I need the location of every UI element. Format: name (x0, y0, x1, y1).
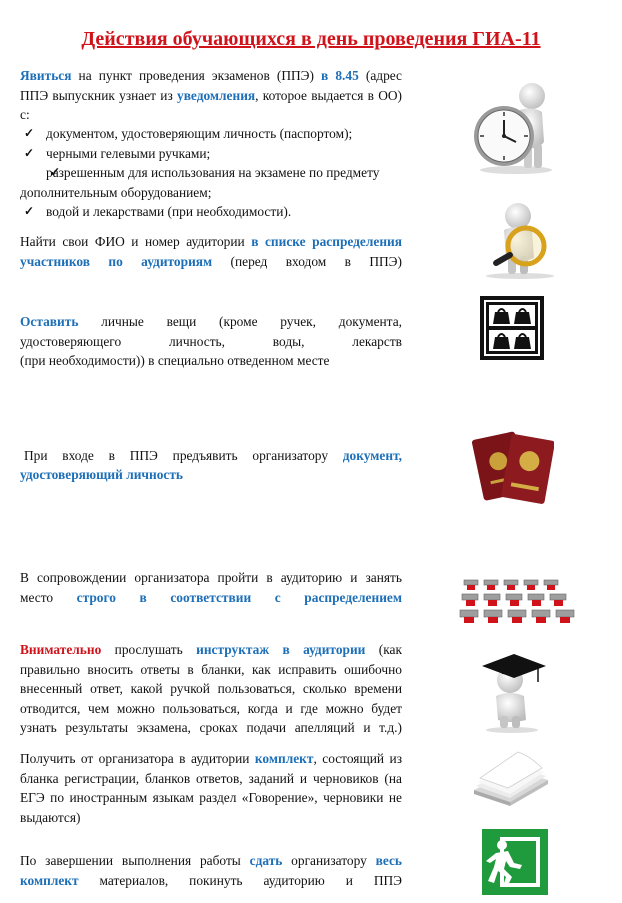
highlight-notice: уведомления (177, 87, 256, 103)
step-get-kit (20, 749, 402, 827)
step-text: При входе в ППЭ предъявить организатору (24, 448, 343, 463)
paper-stack-icon (470, 748, 552, 808)
highlight-leave: Оставить (20, 314, 79, 329)
step-text: (как правильно вносить ответы в бланки, как исправить ошибочно внесенный ответ, какой ручкой пользоваться, сколько времени отводится, чем можно пользоваться, когда и где можно будет узнать результаты экзамена, сроках подачи апелляций и т.д.) (20, 642, 403, 735)
highlight-document: документ, (342, 448, 402, 463)
list-item: ✓ водой и лекарствами (при необходимости). (20, 202, 402, 222)
step-text: Найти свои ФИО и номер аудитории (20, 234, 252, 249)
exit-sign-icon (482, 829, 548, 895)
step-text: прослушать (101, 642, 197, 657)
step-show-document (24, 446, 402, 466)
step-finish (20, 851, 402, 890)
lockers-icon (480, 296, 544, 360)
step-text: личные вещи (кроме ручек, документа, удостоверяющего личность, воды, лекарств (20, 314, 402, 349)
step-text: на пункт проведения экзаменов (ППЭ) (71, 68, 322, 83)
person-with-clock-icon (468, 80, 558, 176)
highlight-kit: комплект (254, 751, 314, 766)
highlight-seat: строго в соответствии с распределением (76, 589, 402, 605)
highlight-submit: сдать (249, 853, 283, 868)
step-text: , состоящий из бланка регистрации, бланков ответов, заданий и черновиков (на ЕГЭ по иностранным языкам раздел «Говорение», черновики не выдаются) (20, 751, 402, 825)
step-text: Получить от организатора в аудитории (20, 751, 255, 766)
step-briefing (20, 640, 402, 738)
step-take-seat (20, 568, 402, 607)
step-text: По завершении выполнения работы (20, 853, 250, 868)
person-with-magnifier-icon (478, 200, 560, 280)
list-item: ✓ черными гелевыми ручками; (20, 144, 402, 164)
step-leave-items (20, 312, 402, 371)
list-item: ✓ разрешенным для использования на экзамене по предмету дополнительным оборудованием; (20, 163, 402, 202)
bring-list (20, 124, 402, 222)
highlight-arrive: Явиться (20, 68, 72, 83)
step-text: , которое выдается в ОО) с: (20, 87, 402, 122)
highlight-full-kit: весь комплект (20, 853, 403, 888)
highlight-list: в списке распределения участников по аудиториям (20, 234, 403, 269)
classroom-desks-icon (458, 574, 580, 624)
step-arrive (20, 66, 402, 125)
step-text: материалов, покинуть аудиторию и ППЭ (78, 872, 402, 888)
highlight-attentively: Внимательно (20, 642, 102, 657)
step-text: (адрес ППЭ выпускник узнает из (20, 68, 403, 103)
passport-icon (472, 425, 554, 511)
step-text: В сопровождении организатора пройти в аудиторию и занять место (20, 570, 402, 605)
step-find-room (20, 232, 402, 271)
step-text: (при необходимости)) в специально отведенном месте (20, 353, 330, 368)
list-item: ✓ документом, удостоверяющим личность (паспортом); (20, 124, 402, 144)
person-graduation-cap-icon (472, 652, 552, 734)
highlight-briefing: инструктаж в аудитории (196, 642, 366, 657)
highlight-identity: удостоверяющий личность (20, 467, 184, 482)
page-title: Действия обучающихся в день проведения ГИА-11 (81, 28, 541, 50)
highlight-time: в 8.45 (321, 68, 359, 83)
step-text: организатору (282, 853, 376, 868)
step-text: (перед входом в ППЭ) (212, 253, 402, 269)
step-show-document-2 (20, 465, 402, 485)
